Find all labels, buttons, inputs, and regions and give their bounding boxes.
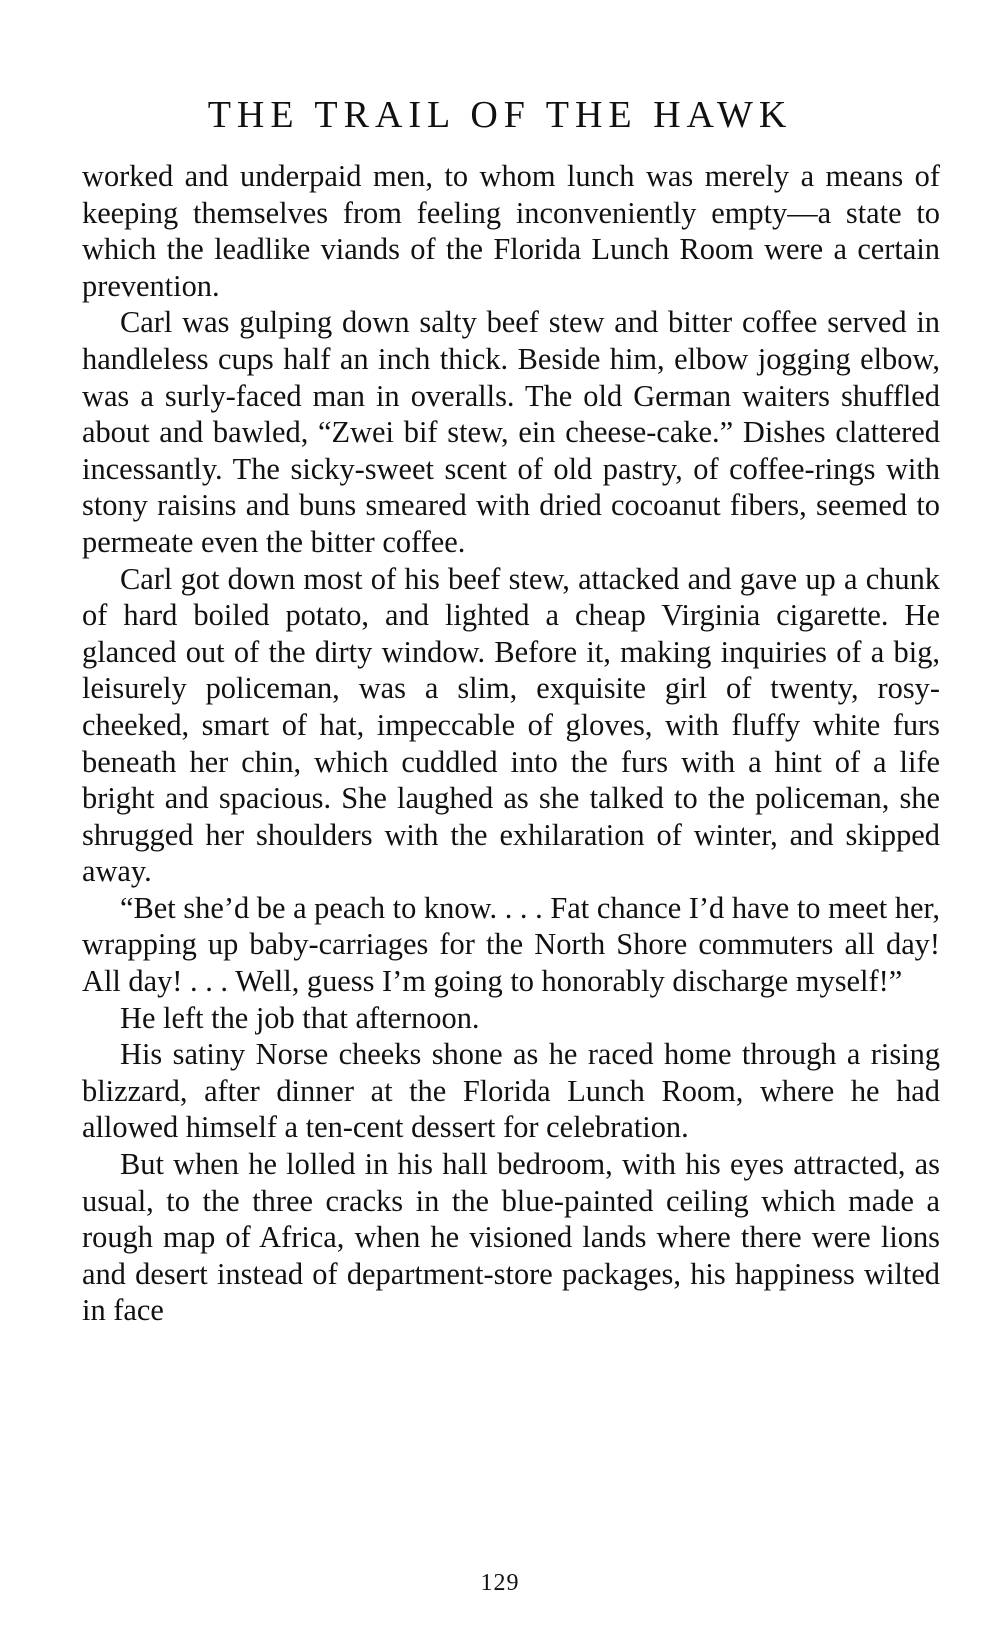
paragraph: “Bet she’d be a peach to know. . . . Fat chance I’d have to meet her, wrapping up baby-carriages for the North Shore commuters all day! All day! . . . Well, guess I’m going to honorably discharge myself!” — [82, 890, 940, 999]
paragraph: His satiny Norse cheeks shone as he raced home through a rising blizzard, after dinner at the Florida Lunch Room, where he had allowed himself a ten-cent dessert for celebration. — [82, 1037, 940, 1145]
paragraph: But when he lolled in his hall bedroom, with his eyes attracted, as usual, to the three cracks in the blue-painted ceiling which made a rough map of Africa, when he visioned lands where there were lions and desert instead of department-store packages, his happiness wilted in face — [82, 1147, 940, 1328]
paragraph: Carl got down most of his beef stew, attacked and gave up a chunk of hard boiled potato, and lighted a cheap Virginia cigarette. He glanced out of the dirty window. Before it, making inquiries of a big, leisurely policeman, was a slim, exquisite girl of twenty, rosy-cheeked, smart of hat, impeccable of gloves, with fluffy white furs beneath her chin, which cuddled into the furs with a hint of a life bright and spacious. She laughed as she talked to the policeman, she shrugged her shoulders with the exhilaration of winter, and skipped away. — [82, 561, 940, 889]
page-number: 129 — [480, 1570, 520, 1596]
paragraph: He left the job that afternoon. — [120, 1000, 480, 1035]
body-text — [82, 158, 940, 1329]
paragraph: Carl was gulping down salty beef stew and bitter coffee served in handleless cups half an inch thick. Beside him, elbow jogging elbow, was a surly-faced man in overalls. The old German waiters shuffled about and bawled, “Zwei bif stew, ein cheese-cake.” Dishes clattered incessantly. The sicky-sweet scent of old pastry, of coffee-rings with stony raisins and buns smeared with dried cocoanut fibers, seemed to permeate even the bitter coffee. — [82, 305, 940, 559]
running-head-title: THE TRAIL OF THE HAWK — [207, 94, 793, 136]
paragraph-continued: worked and underpaid men, to whom lunch was merely a means of keeping themselves from feeling inconveniently empty—a state to which the leadlike viands of the Florida Lunch Room were a certain prevention. — [82, 159, 940, 303]
